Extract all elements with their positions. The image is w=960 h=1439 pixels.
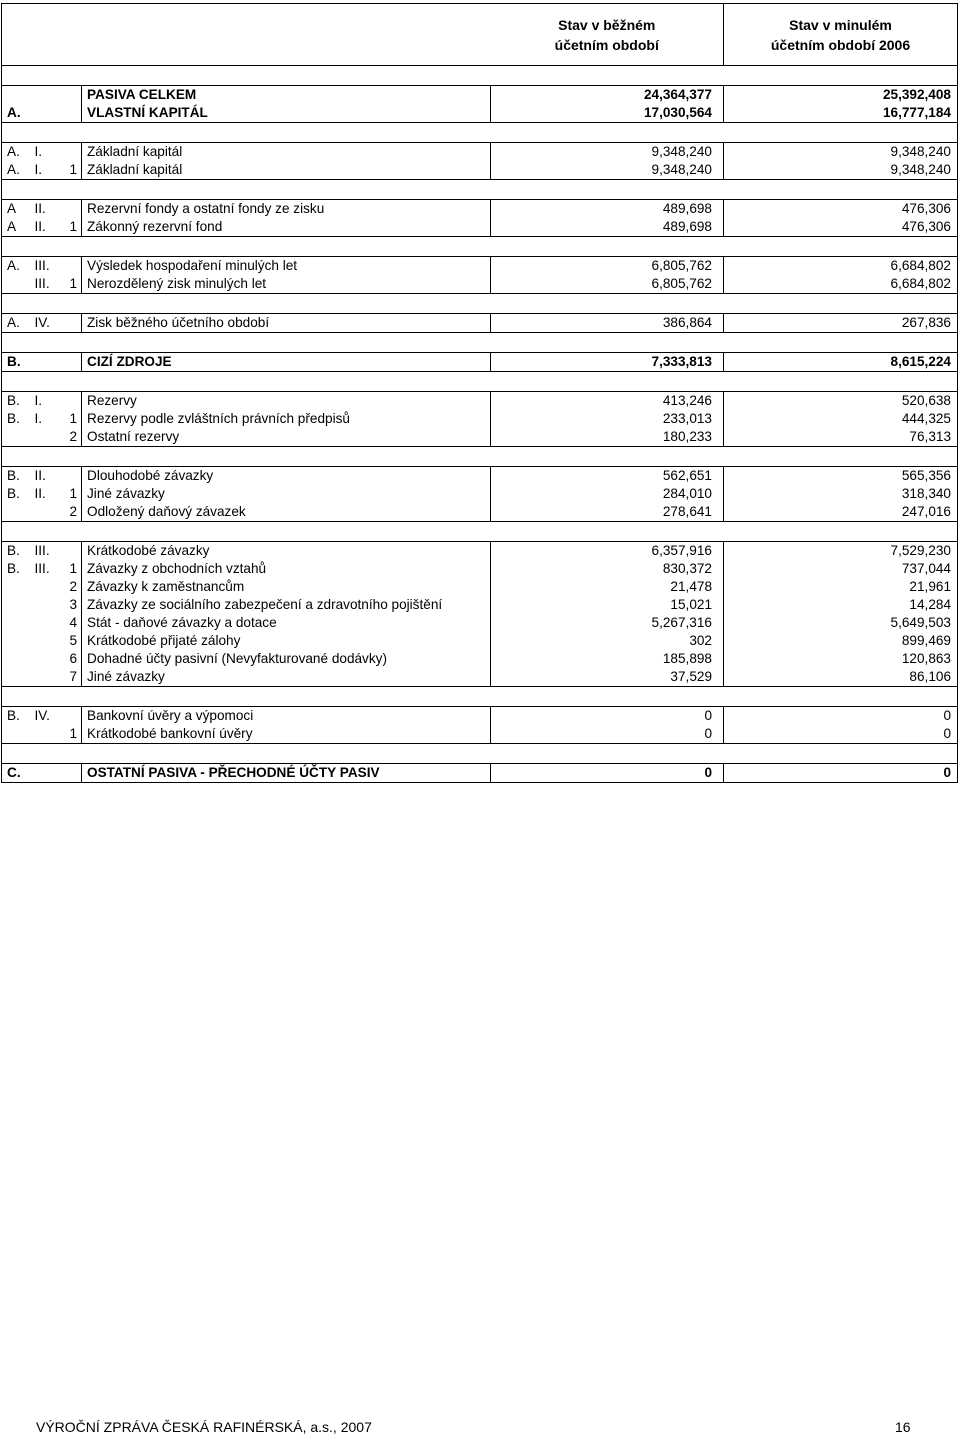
row-current-value: 0 bbox=[491, 764, 724, 783]
row-section bbox=[2, 503, 30, 522]
row-current-value: 9,348,240 bbox=[491, 143, 724, 162]
row-item-number: 1 bbox=[58, 218, 82, 237]
row-current-value: 5,267,316 bbox=[491, 614, 724, 632]
row-description: CIZÍ ZDROJE bbox=[82, 353, 491, 372]
spacer-row bbox=[2, 66, 958, 86]
row-current-value: 489,698 bbox=[491, 200, 724, 219]
spacer-row bbox=[2, 372, 958, 392]
row-section: A. bbox=[2, 143, 30, 162]
table-row bbox=[2, 428, 958, 447]
row-section bbox=[2, 275, 30, 294]
header-current-line2: účetním období bbox=[554, 36, 659, 53]
row-previous-value: 76,313 bbox=[724, 428, 958, 447]
table-row bbox=[2, 614, 958, 632]
table-row bbox=[2, 143, 958, 162]
row-section: B. bbox=[2, 392, 30, 411]
row-previous-value: 476,306 bbox=[724, 218, 958, 237]
row-description: Zisk běžného účetního období bbox=[82, 314, 491, 333]
row-item-number bbox=[58, 86, 82, 105]
table-header bbox=[2, 4, 958, 66]
row-current-value: 9,348,240 bbox=[491, 161, 724, 180]
table-row bbox=[2, 707, 958, 726]
row-section: A. bbox=[2, 104, 30, 123]
row-item-number: 5 bbox=[69, 633, 77, 648]
row-subsection bbox=[30, 668, 58, 687]
row-item-number: 7 bbox=[58, 668, 82, 687]
row-current-value: 562,651 bbox=[491, 467, 724, 486]
table-row bbox=[2, 503, 958, 522]
row-description: Závazky k zaměstnancům bbox=[82, 578, 491, 596]
row-current-value: 6,805,762 bbox=[491, 275, 724, 294]
row-description: Krátkodobé bankovní úvěry bbox=[82, 725, 491, 744]
row-current-value: 15,021 bbox=[491, 596, 724, 614]
row-item-number bbox=[58, 143, 82, 162]
row-subsection: II. bbox=[30, 200, 58, 219]
row-item-number bbox=[58, 104, 82, 123]
row-section bbox=[2, 650, 30, 668]
row-item-number bbox=[58, 353, 82, 372]
table-row bbox=[2, 257, 958, 276]
row-section: C. bbox=[2, 764, 30, 783]
row-section: B. bbox=[2, 707, 30, 726]
row-previous-value: 9,348,240 bbox=[724, 161, 958, 180]
row-description: Základní kapitál bbox=[82, 143, 491, 162]
page-number: 16 bbox=[895, 1419, 911, 1435]
table-row bbox=[2, 410, 958, 428]
row-description: Jiné závazky bbox=[82, 485, 491, 503]
row-subsection bbox=[30, 650, 58, 668]
row-previous-value: 444,325 bbox=[724, 410, 958, 428]
header-blank bbox=[2, 4, 491, 66]
row-item-number: 1 bbox=[58, 275, 82, 294]
row-previous-value: 476,306 bbox=[724, 200, 958, 219]
row-previous-value: 7,529,230 bbox=[724, 542, 958, 561]
table-row bbox=[2, 161, 958, 180]
row-section: B. bbox=[2, 410, 30, 428]
spacer-row bbox=[2, 744, 958, 764]
row-current-value: 284,010 bbox=[491, 485, 724, 503]
row-subsection: III. bbox=[30, 257, 58, 276]
row-previous-value: 565,356 bbox=[724, 467, 958, 486]
row-section bbox=[2, 632, 30, 650]
spacer-row bbox=[2, 333, 958, 353]
table-row bbox=[2, 485, 958, 503]
row-description: PASIVA CELKEM bbox=[82, 86, 491, 105]
row-description: Ostatní rezervy bbox=[82, 428, 491, 447]
row-description: Stát - daňové závazky a dotace bbox=[82, 614, 491, 632]
row-section: A. bbox=[2, 257, 30, 276]
row-description: Rezervy bbox=[82, 392, 491, 411]
row-section bbox=[2, 725, 30, 744]
row-section bbox=[2, 668, 30, 687]
row-description: Základní kapitál bbox=[82, 161, 491, 180]
row-previous-value: 8,615,224 bbox=[724, 353, 958, 372]
row-section: A. bbox=[2, 314, 30, 333]
row-current-value: 413,246 bbox=[491, 392, 724, 411]
row-subsection bbox=[30, 764, 58, 783]
table-row bbox=[2, 104, 958, 123]
row-subsection: I. bbox=[34, 411, 43, 426]
row-item-number: 1 bbox=[69, 486, 77, 501]
row-current-value: 0 bbox=[491, 707, 724, 726]
row-previous-value: 247,016 bbox=[724, 503, 958, 522]
row-item-number bbox=[58, 392, 82, 411]
table-row bbox=[2, 86, 958, 105]
page-footer bbox=[0, 1419, 960, 1439]
row-item-number: 2 bbox=[69, 579, 77, 594]
row-description: Krátkodobé přijaté zálohy bbox=[82, 632, 491, 650]
row-subsection: I. bbox=[30, 161, 58, 180]
row-section: B. bbox=[2, 353, 30, 372]
row-current-value: 6,357,916 bbox=[491, 542, 724, 561]
row-description: Dlouhodobé závazky bbox=[82, 467, 491, 486]
spacer-row bbox=[2, 294, 958, 314]
row-item-number: 1 bbox=[69, 561, 77, 576]
footer-title: VÝROČNÍ ZPRÁVA ČESKÁ RAFINÉRSKÁ, a.s., 2007 bbox=[36, 1419, 372, 1435]
row-subsection bbox=[30, 725, 58, 744]
spacer-row bbox=[2, 447, 958, 467]
row-description: Jiné závazky bbox=[82, 668, 491, 687]
table-row bbox=[2, 596, 958, 614]
row-current-value: 386,864 bbox=[491, 314, 724, 333]
row-description: Zákonný rezervní fond bbox=[82, 218, 491, 237]
row-description: Odložený daňový závazek bbox=[82, 503, 491, 522]
row-section: B. bbox=[2, 485, 30, 503]
row-previous-value: 0 bbox=[724, 764, 958, 783]
row-section: B. bbox=[2, 467, 30, 486]
row-item-number bbox=[58, 467, 82, 486]
row-item-number: 6 bbox=[69, 651, 77, 666]
row-item-number bbox=[58, 257, 82, 276]
row-previous-value: 0 bbox=[724, 707, 958, 726]
header-current-line1: Stav v běžném bbox=[558, 16, 656, 33]
row-section: A bbox=[2, 218, 30, 237]
row-section: B. bbox=[2, 560, 30, 578]
row-previous-value: 899,469 bbox=[724, 632, 958, 650]
header-previous-period bbox=[724, 4, 958, 66]
table-row bbox=[2, 314, 958, 333]
row-current-value: 278,641 bbox=[491, 503, 724, 522]
row-subsection: IV. bbox=[30, 707, 58, 726]
row-item-number: 3 bbox=[69, 597, 77, 612]
row-section bbox=[2, 596, 30, 614]
row-section bbox=[2, 614, 30, 632]
table-row bbox=[2, 560, 958, 578]
row-previous-value: 9,348,240 bbox=[724, 143, 958, 162]
table-row bbox=[2, 218, 958, 237]
row-subsection: II. bbox=[30, 218, 58, 237]
table-row bbox=[2, 764, 958, 783]
spacer-row bbox=[2, 180, 958, 200]
row-current-value: 185,898 bbox=[491, 650, 724, 668]
row-current-value: 6,805,762 bbox=[491, 257, 724, 276]
spacer-row bbox=[2, 522, 958, 542]
row-description: Rezervní fondy a ostatní fondy ze zisku bbox=[82, 200, 491, 219]
row-item-number: 4 bbox=[69, 615, 77, 630]
row-section bbox=[2, 86, 30, 105]
row-description: Rezervy podle zvláštních právních předpisů bbox=[82, 410, 491, 428]
row-previous-value: 318,340 bbox=[724, 485, 958, 503]
table-row bbox=[2, 353, 958, 372]
row-item-number: 2 bbox=[58, 428, 82, 447]
row-section bbox=[2, 578, 30, 596]
row-current-value: 21,478 bbox=[491, 578, 724, 596]
spacer-row bbox=[2, 687, 958, 707]
table-row bbox=[2, 392, 958, 411]
row-section: B. bbox=[2, 542, 30, 561]
row-current-value: 0 bbox=[491, 725, 724, 744]
row-previous-value: 25,392,408 bbox=[724, 86, 958, 105]
row-description: VLASTNÍ KAPITÁL bbox=[82, 104, 491, 123]
liabilities-table bbox=[1, 3, 958, 783]
row-subsection: II. bbox=[30, 467, 58, 486]
row-previous-value: 267,836 bbox=[724, 314, 958, 333]
row-current-value: 489,698 bbox=[491, 218, 724, 237]
row-subsection: II. bbox=[34, 486, 46, 501]
row-description: Dohadné účty pasivní (Nevyfakturované dodávky) bbox=[82, 650, 491, 668]
row-subsection bbox=[30, 632, 58, 650]
table-row bbox=[2, 632, 958, 650]
row-section: A bbox=[2, 200, 30, 219]
row-item-number: 1 bbox=[69, 411, 77, 426]
row-previous-value: 14,284 bbox=[724, 596, 958, 614]
row-current-value: 17,030,564 bbox=[491, 104, 724, 123]
row-previous-value: 0 bbox=[724, 725, 958, 744]
row-subsection bbox=[30, 596, 58, 614]
table-row bbox=[2, 467, 958, 486]
row-current-value: 302 bbox=[491, 632, 724, 650]
row-item-number bbox=[58, 764, 82, 783]
row-previous-value: 5,649,503 bbox=[724, 614, 958, 632]
header-previous-line1: Stav v minulém bbox=[789, 16, 892, 33]
row-previous-value: 6,684,802 bbox=[724, 275, 958, 294]
row-item-number bbox=[58, 542, 82, 561]
row-subsection: III. bbox=[34, 561, 50, 576]
row-previous-value: 16,777,184 bbox=[724, 104, 958, 123]
row-description: Závazky ze sociálního zabezpečení a zdravotního pojištění bbox=[82, 596, 491, 614]
spacer-row bbox=[2, 123, 958, 143]
row-current-value: 24,364,377 bbox=[491, 86, 724, 105]
row-subsection bbox=[30, 503, 58, 522]
row-item-number bbox=[58, 707, 82, 726]
row-description: Krátkodobé závazky bbox=[82, 542, 491, 561]
row-subsection: IV. bbox=[30, 314, 58, 333]
row-current-value: 37,529 bbox=[491, 668, 724, 687]
row-subsection bbox=[30, 353, 58, 372]
table-row bbox=[2, 650, 958, 668]
balance-sheet-liabilities bbox=[1, 3, 957, 783]
row-subsection bbox=[30, 428, 58, 447]
row-previous-value: 120,863 bbox=[724, 650, 958, 668]
row-description: OSTATNÍ PASIVA - PŘECHODNÉ ÚČTY PASIV bbox=[82, 764, 491, 783]
row-description: Bankovní úvěry a výpomoci bbox=[82, 707, 491, 726]
row-current-value: 830,372 bbox=[491, 560, 724, 578]
row-subsection bbox=[30, 614, 58, 632]
row-previous-value: 21,961 bbox=[724, 578, 958, 596]
row-previous-value: 6,684,802 bbox=[724, 257, 958, 276]
row-description: Nerozdělený zisk minulých let bbox=[82, 275, 491, 294]
row-section bbox=[2, 428, 30, 447]
row-previous-value: 737,044 bbox=[724, 560, 958, 578]
row-subsection: III. bbox=[30, 542, 58, 561]
row-subsection: I. bbox=[30, 392, 58, 411]
row-subsection: I. bbox=[30, 143, 58, 162]
row-subsection bbox=[30, 578, 58, 596]
row-previous-value: 520,638 bbox=[724, 392, 958, 411]
row-item-number: 1 bbox=[58, 725, 82, 744]
row-subsection bbox=[30, 86, 58, 105]
table-row bbox=[2, 275, 958, 294]
row-item-number bbox=[58, 200, 82, 219]
row-section: A. bbox=[2, 161, 30, 180]
row-current-value: 233,013 bbox=[491, 410, 724, 428]
table-row bbox=[2, 542, 958, 561]
spacer-row bbox=[2, 237, 958, 257]
table-row bbox=[2, 200, 958, 219]
row-description: Závazky z obchodních vztahů bbox=[82, 560, 491, 578]
row-item-number: 2 bbox=[58, 503, 82, 522]
table-row bbox=[2, 668, 958, 687]
table-row bbox=[2, 725, 958, 744]
header-previous-line2: účetním období 2006 bbox=[770, 36, 911, 53]
row-current-value: 7,333,813 bbox=[491, 353, 724, 372]
row-current-value: 180,233 bbox=[491, 428, 724, 447]
header-current-period bbox=[491, 4, 724, 66]
row-previous-value: 86,106 bbox=[724, 668, 958, 687]
row-subsection bbox=[30, 104, 58, 123]
row-description: Výsledek hospodaření minulých let bbox=[82, 257, 491, 276]
row-subsection: III. bbox=[30, 275, 58, 294]
row-item-number bbox=[58, 314, 82, 333]
row-item-number: 1 bbox=[58, 161, 82, 180]
table-row bbox=[2, 578, 958, 596]
